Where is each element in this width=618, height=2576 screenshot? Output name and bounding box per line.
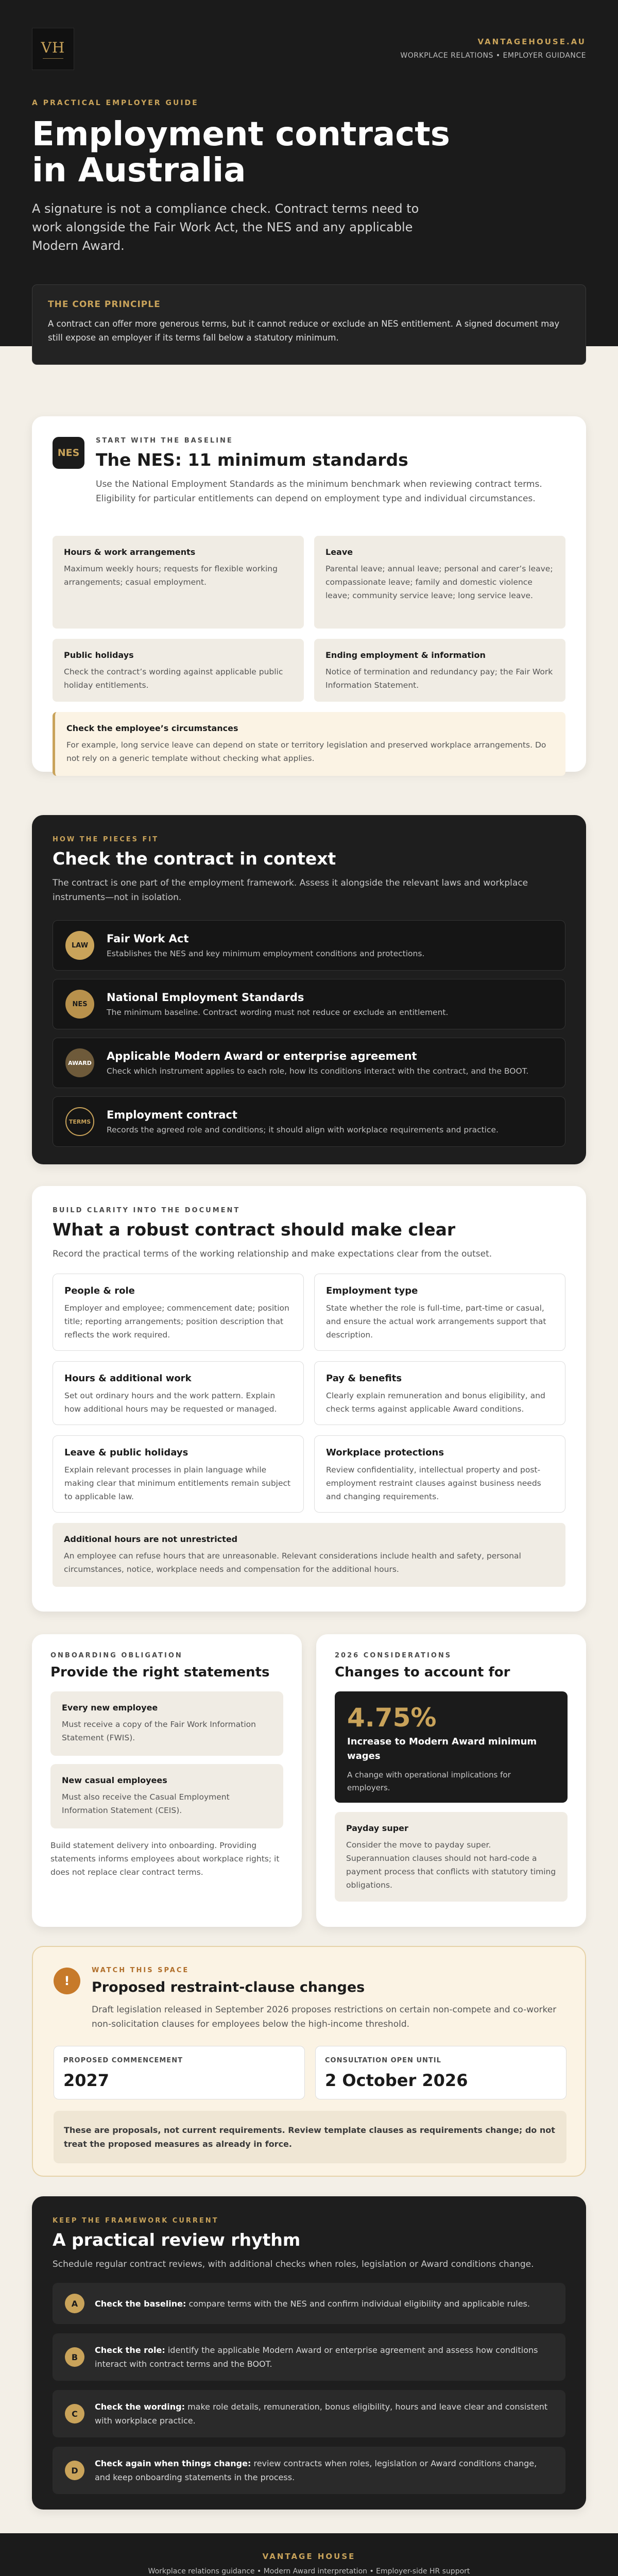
considerations-title: Changes to account for xyxy=(335,1665,510,1680)
hero-lead: A signature is not a compliance check. Contract terms need to work alongside the Fair Work Act, the NES and any applicable Modern Award. xyxy=(32,201,419,253)
item-text: Must also receive the Casual Employment Information Statement (CEIS). xyxy=(62,1792,230,1815)
nes-tile xyxy=(314,639,565,702)
framework-list xyxy=(53,920,565,1147)
footer xyxy=(0,2533,618,2576)
date-box xyxy=(315,2046,566,2099)
watch-title: Proposed restraint-clause changes xyxy=(92,1979,365,1995)
item-title: Employment type xyxy=(326,1285,418,1296)
brand-tagline: WORKPLACE RELATIONS • EMPLOYER GUIDANCE xyxy=(400,52,586,60)
framework-row xyxy=(53,979,565,1029)
row-title: Employment contract xyxy=(107,1109,237,1121)
nes-badge: NES xyxy=(53,437,84,469)
tile-title: Leave xyxy=(325,547,353,557)
item-title: Pay & benefits xyxy=(326,1373,402,1384)
step-text: compare terms with the NES and confirm individual eligibility and applicable rules. xyxy=(186,2298,530,2309)
note-text: An employee can refuse hours that are unreasonable. Relevant considerations include health and safety, personal circumstances, notice, workplace needs and compensation for the additional hours. xyxy=(64,1551,521,1574)
robust-eyebrow: BUILD CLARITY INTO THE DOCUMENT xyxy=(53,1207,241,1214)
watch-warning: These are proposals, not current requirements. Review template clauses as requirements change; do not treat the proposed measures as already in force. xyxy=(54,2111,566,2163)
item-text: Set out ordinary hours and the work pattern. Explain how additional hours may be requested or managed. xyxy=(64,1391,277,1414)
hero-eyebrow: A PRACTICAL EMPLOYER GUIDE xyxy=(32,99,199,107)
review-card xyxy=(32,2196,586,2510)
robust-item xyxy=(314,1274,565,1351)
nes-title: The NES: 11 minimum standards xyxy=(96,450,408,470)
nes-tile xyxy=(314,536,565,629)
review-intro: Schedule regular contract reviews, with additional checks when roles, legislation or Award conditions change. xyxy=(53,2259,534,2269)
step-letter: C xyxy=(65,2404,84,2424)
brand-header xyxy=(400,37,586,60)
onboarding-title: Provide the right statements xyxy=(50,1665,270,1680)
robust-item xyxy=(53,1361,304,1425)
item-title: Hours & additional work xyxy=(64,1373,192,1384)
row-text: Check which instrument applies to each role, how its conditions interact with the contract, and the BOOT. xyxy=(107,1066,529,1076)
step-bold: Check the role: xyxy=(95,2345,165,2355)
nes-tile xyxy=(53,536,304,629)
step-text: make role details, remuneration, bonus eligibility, hours and leave clear and consistent with workplace practice. xyxy=(95,2402,548,2426)
tile-title: Hours & work arrangements xyxy=(64,547,196,557)
framework-card xyxy=(32,815,586,1164)
award-icon: AWARD xyxy=(65,1048,94,1077)
robust-title: What a robust contract should make clear xyxy=(53,1219,456,1240)
row-text: Establishes the NES and key minimum employment conditions and protections. xyxy=(107,949,425,958)
onboarding-card xyxy=(32,1634,302,1927)
step-bold: Check the baseline: xyxy=(95,2298,186,2309)
terms-icon: TERMS xyxy=(65,1107,94,1136)
step-text: identify the applicable Modern Award or enterprise agreement and assess how conditions interact with contract terms and the BOOT. xyxy=(95,2345,538,2369)
review-step xyxy=(53,2333,565,2381)
date-label: PROPOSED COMMENCEMENT xyxy=(63,2057,183,2064)
tile-text: Consider the move to payday super. Superannuation clauses should not hard-code a payment process that conflicts with statutory timing obligations. xyxy=(346,1840,556,1890)
date-value: 2 October 2026 xyxy=(325,2071,468,2090)
item-text: State whether the role is full-time, part-time or casual, and ensure the actual work arrangements support that description. xyxy=(326,1303,546,1340)
note-title: Additional hours are not unrestricted xyxy=(64,1534,238,1544)
alert-icon: ! xyxy=(54,1968,80,1994)
robust-note xyxy=(53,1523,565,1587)
date-label: CONSULTATION OPEN UNTIL xyxy=(325,2057,441,2064)
item-title: People & role xyxy=(64,1285,135,1296)
review-step xyxy=(53,2447,565,2494)
onboarding-eyebrow: ONBOARDING OBLIGATION xyxy=(50,1652,183,1659)
logo-mark: VH xyxy=(41,39,65,56)
item-text: Must receive a copy of the Fair Work Information Statement (FWIS). xyxy=(62,1720,256,1742)
onboarding-footer: Build statement delivery into onboarding. Providing statements informs employees about workplace rights; it does not replace clear contract terms. xyxy=(50,1841,280,1877)
footer-brand: VANTAGE HOUSE xyxy=(262,2552,356,2561)
framework-row xyxy=(53,920,565,971)
step-letter: B xyxy=(65,2347,84,2367)
framework-row xyxy=(53,1038,565,1088)
core-principle-text: A contract can offer more generous terms, but it cannot reduce or exclude an NES entitlement. A signed document may still expose an employer if its terms fall below a statutory minimum. xyxy=(48,319,560,343)
step-text: review contracts when roles, legislation or Award conditions change, and keep onboarding statements in the process. xyxy=(95,2459,537,2482)
item-text: Employer and employee; commencement date; position title; reporting arrangements; position description that reflects the work required. xyxy=(64,1303,289,1340)
law-icon: LAW xyxy=(65,931,94,960)
core-principle-box xyxy=(32,284,586,365)
row-title: Fair Work Act xyxy=(107,933,189,945)
nes-tile xyxy=(53,639,304,702)
item-title: New casual employees xyxy=(62,1775,167,1785)
nes-eyebrow: START WITH THE BASELINE xyxy=(96,437,233,445)
nes-intro: Use the National Employment Standards as the minimum benchmark when reviewing contract terms. Eligibility for particular entitlements can depend on employment type and individual circumstances. xyxy=(96,479,542,504)
stat-box xyxy=(335,1691,568,1803)
robust-card xyxy=(32,1186,586,1612)
stat-title: Increase to Modern Award minimum wages xyxy=(347,1736,537,1761)
robust-intro: Record the practical terms of the working relationship and make expectations clear from the outset. xyxy=(53,1249,492,1259)
page-title: Employment contracts in Australia xyxy=(32,115,450,190)
robust-item xyxy=(314,1435,565,1513)
row-text: Records the agreed role and conditions; it should align with workplace requirements and practice. xyxy=(107,1125,499,1134)
hero-section xyxy=(0,0,618,346)
nes-note xyxy=(53,712,565,776)
logo xyxy=(32,28,74,70)
framework-title: Check the contract in context xyxy=(53,849,336,869)
considerations-eyebrow: 2026 CONSIDERATIONS xyxy=(335,1652,452,1659)
core-principle-title: THE CORE PRINCIPLE xyxy=(48,299,161,310)
onboarding-item xyxy=(50,1691,283,1756)
step-bold: Check the wording: xyxy=(95,2402,185,2412)
stat-value: 4.75% xyxy=(347,1703,437,1733)
item-text: Clearly explain remuneration and bonus eligibility, and check terms against applicable Award conditions. xyxy=(326,1391,545,1414)
date-value: 2027 xyxy=(63,2071,110,2090)
robust-item xyxy=(53,1435,304,1513)
step-letter: D xyxy=(65,2461,84,2480)
robust-item xyxy=(314,1361,565,1425)
payday-super-tile xyxy=(335,1812,568,1902)
note-text: For example, long service leave can depend on state or territory legislation and preserved workplace arrangements. Do not rely on a generic template without checking what applies. xyxy=(66,740,546,763)
tile-title: Ending employment & information xyxy=(325,650,486,660)
row-text: The minimum baseline. Contract wording must not reduce or exclude an entitlement. xyxy=(107,1008,449,1017)
review-eyebrow: KEEP THE FRAMEWORK CURRENT xyxy=(53,2217,219,2225)
review-step xyxy=(53,2390,565,2437)
step-bold: Check again when things change: xyxy=(95,2459,251,2468)
tile-text: Check the contract’s wording against applicable public holiday entitlements. xyxy=(64,667,283,690)
row-title: Applicable Modern Award or enterprise agreement xyxy=(107,1050,417,1062)
item-title: Every new employee xyxy=(62,1703,158,1713)
item-text: Explain relevant processes in plain language while making clear that minimum entitlements remain subject to applicable law. xyxy=(64,1465,291,1501)
review-title: A practical review rhythm xyxy=(53,2230,301,2250)
considerations-card xyxy=(316,1634,586,1927)
note-title: Check the employee’s circumstances xyxy=(66,723,238,733)
footer-text: Workplace relations guidance • Modern Award interpretation • Employer-side HR support xyxy=(148,2567,470,2575)
onboarding-item xyxy=(50,1764,283,1828)
brand-name[interactable]: VANTAGEHOUSE.AU xyxy=(477,37,586,46)
watch-text: Draft legislation released in September 2026 proposes restrictions on certain non-compete and co-worker non-solicitation clauses for employees below the high-income threshold. xyxy=(92,2005,557,2029)
tile-text: Notice of termination and redundancy pay; the Fair Work Information Statement. xyxy=(325,667,553,690)
framework-intro: The contract is one part of the employment framework. Assess it alongside the relevant laws and workplace instruments—not in isolation. xyxy=(53,878,528,903)
robust-item xyxy=(53,1274,304,1351)
item-title: Workplace protections xyxy=(326,1447,444,1458)
watch-card xyxy=(32,1946,586,2177)
tile-text: Parental leave; annual leave; personal and carer’s leave; compassionate leave; family and domestic violence leave; community service leave; long service leave. xyxy=(325,564,553,600)
step-letter: A xyxy=(65,2294,84,2313)
framework-eyebrow: HOW THE PIECES FIT xyxy=(53,836,159,843)
watch-eyebrow: WATCH THIS SPACE xyxy=(92,1967,190,1974)
tile-title: Public holidays xyxy=(64,650,134,660)
row-title: National Employment Standards xyxy=(107,991,304,1004)
framework-row xyxy=(53,1096,565,1147)
date-box xyxy=(54,2046,305,2099)
tile-text: Maximum weekly hours; requests for flexible working arrangements; casual employment. xyxy=(64,564,278,587)
review-step xyxy=(53,2283,565,2324)
nes-card xyxy=(32,416,586,772)
nes-icon: NES xyxy=(65,990,94,1019)
stat-text: A change with operational implications for employers. xyxy=(347,1770,511,1792)
item-title: Leave & public holidays xyxy=(64,1447,188,1458)
item-text: Review confidentiality, intellectual property and post-employment restraint clauses against business needs and changing requirements. xyxy=(326,1465,541,1501)
tile-title: Payday super xyxy=(346,1823,408,1833)
